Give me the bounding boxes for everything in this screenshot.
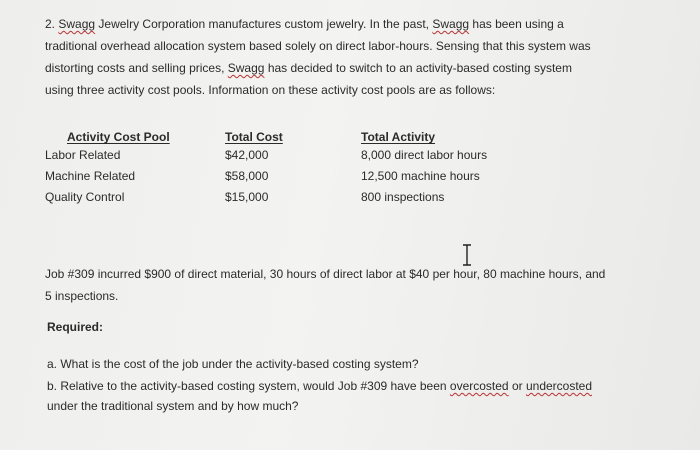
pool-cost: $58,000	[225, 168, 269, 183]
pool-name: Machine Related	[45, 168, 136, 183]
undercosted-word: undercosted	[525, 379, 593, 393]
intro-text: distorting costs and selling prices,	[45, 61, 225, 75]
intro-text: has been using a	[472, 17, 564, 31]
job-line-1: Job #309 incurred $900 of direct material, 30 hours of direct labor at $40 per hour, 80 machine hours, and	[45, 267, 606, 281]
problem-number: 2.	[45, 17, 56, 31]
question-b-text: or	[511, 379, 523, 393]
table-row	[45, 186, 541, 207]
overcosted-word: overcosted	[449, 379, 509, 393]
question-b-text: b. Relative to the activity-based costing system, would Job #309 have been	[47, 379, 447, 393]
intro-text: Jewelry Corporation manufactures custom jewelry. In the past,	[98, 17, 429, 31]
table-row	[45, 144, 541, 165]
intro-line-4: using three activity cost pools. Information on these activity cost pools are as follows:	[45, 83, 496, 97]
pool-cost: $15,000	[225, 189, 269, 204]
question-b-text: under the traditional system and by how much?	[47, 399, 299, 413]
pool-activity: 8,000 direct labor hours	[361, 147, 488, 162]
column-header: Total Cost	[225, 130, 283, 144]
company-name: Swagg	[227, 61, 265, 75]
table-row	[45, 165, 541, 186]
intro-line-1	[45, 14, 665, 34]
intro-line-2: traditional overhead allocation system based solely on direct labor-hours. Sensing that this system was	[45, 39, 591, 53]
pool-name: Quality Control	[45, 189, 125, 204]
job-line-2: 5 inspections.	[45, 289, 119, 303]
question-a: a. What is the cost of the job under the activity-based costing system?	[47, 357, 419, 371]
table-header-row	[45, 122, 541, 144]
activity-pools-table	[45, 122, 541, 207]
pool-activity: 12,500 machine hours	[361, 168, 480, 183]
question-b	[47, 376, 657, 416]
text-cursor-icon	[460, 244, 474, 266]
pool-cost: $42,000	[225, 147, 269, 162]
pool-activity: 800 inspections	[361, 189, 445, 204]
company-name: Swagg	[58, 17, 96, 31]
column-header: Activity Cost Pool	[67, 130, 170, 144]
required-label: Required:	[47, 320, 104, 334]
column-header: Total Activity	[361, 130, 436, 144]
pool-name: Labor Related	[45, 147, 121, 162]
intro-line-3	[45, 58, 665, 78]
company-name: Swagg	[432, 17, 470, 31]
intro-text: has decided to switch to an activity-based costing system	[267, 61, 572, 75]
